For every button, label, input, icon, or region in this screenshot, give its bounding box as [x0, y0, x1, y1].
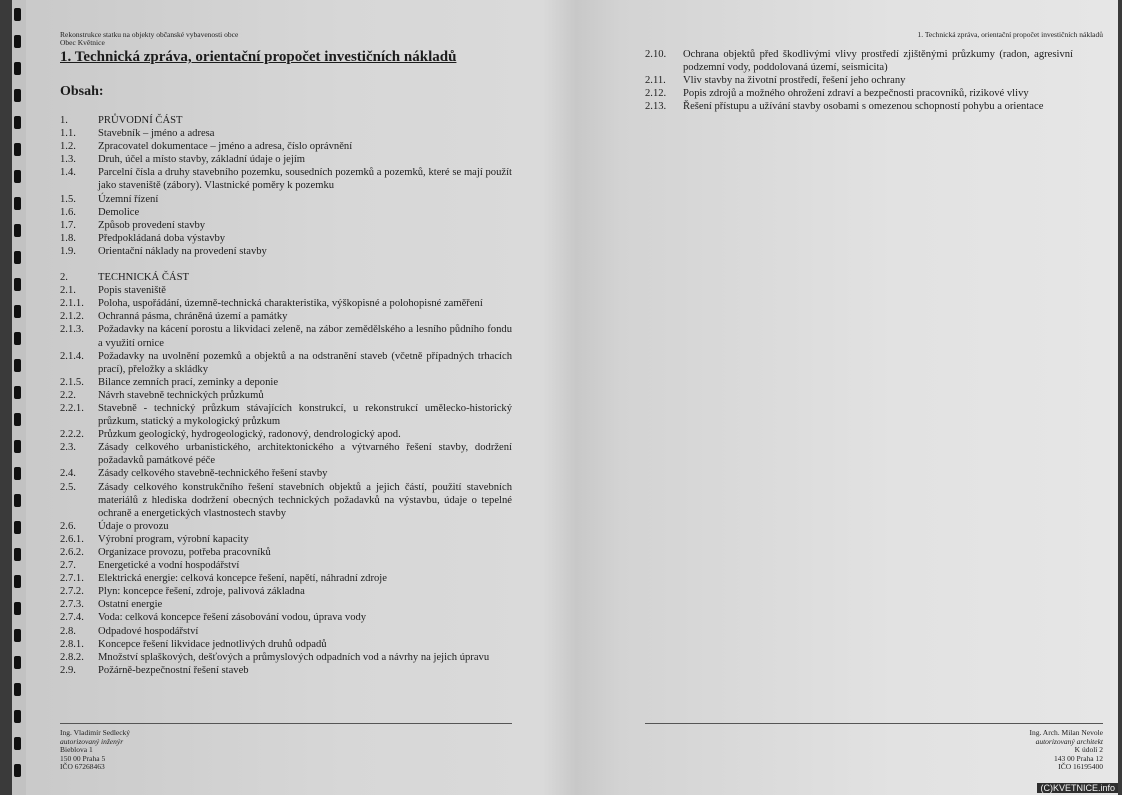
- toc-text: Plyn: koncepce řešení, zdroje, palivová základna: [98, 586, 305, 598]
- toc-entry: [60, 664, 512, 677]
- right-page: [645, 0, 1103, 795]
- toc-entry: [60, 611, 512, 624]
- toc-number: 2.7.4.: [60, 612, 84, 624]
- footer-role: autorizovaný architekt: [1035, 736, 1103, 746]
- table-of-contents-left: [60, 114, 512, 677]
- toc-number: 1.2.: [60, 141, 76, 153]
- binding-hole: [14, 359, 21, 372]
- toc-text: Ostatní energie: [98, 599, 163, 611]
- document-spread: [12, 0, 1118, 795]
- toc-number: 2.1.: [60, 285, 76, 297]
- toc-text: Parcelní čísla a druhy stavebního pozemku, sousedních pozemků a pozemků, které se mají použít jako staveniště (zábory). Vlastnické poměry k pozemku: [98, 167, 512, 192]
- binding-hole: [14, 548, 21, 561]
- toc-number: 2.5.: [60, 481, 76, 493]
- toc-number: 2.1.5.: [60, 376, 84, 388]
- left-page: [60, 0, 512, 795]
- toc-text: Popis zdrojů a možného ohrožení zdraví a bezpečnosti pracovníků, rizikové vlivy: [683, 88, 1029, 100]
- toc-entry: [60, 310, 512, 323]
- binding-hole: [14, 602, 21, 615]
- binding-hole: [14, 629, 21, 642]
- toc-entry: [645, 100, 1073, 113]
- toc-text: Poloha, uspořádání, územně-technická charakteristika, výškopisné a polohopisné zaměření: [98, 298, 483, 310]
- toc-number: 1.8.: [60, 232, 76, 244]
- binding-hole: [14, 224, 21, 237]
- toc-entry: [60, 140, 512, 153]
- toc-number: 2.12.: [645, 88, 667, 100]
- toc-number: 2.7.1.: [60, 573, 84, 585]
- toc-entry: [60, 297, 512, 310]
- toc-text: Průzkum geologický, hydrogeologický, radonový, dendrologický apod.: [98, 429, 401, 441]
- binding-hole: [14, 683, 21, 696]
- footer-street: K údolí 2: [1074, 745, 1103, 755]
- toc-number: 1.4.: [60, 167, 76, 179]
- toc-section-heading: [60, 271, 512, 284]
- binding-hole: [14, 197, 21, 210]
- toc-text: Ochrana objektů před škodlivými vlivy prostředí zjištěnými průzkumy (radon, agresivní podzemní vody, poddolovaná území, seismicita): [683, 49, 1073, 74]
- toc-number: 1.3.: [60, 154, 76, 166]
- toc-entry: [60, 625, 512, 638]
- binding-hole: [14, 332, 21, 345]
- toc-number: 1.5.: [60, 193, 76, 205]
- left-header-line: Obec Květnice: [60, 38, 105, 47]
- document-title: 1. Technická zpráva, orientační propočet investičních nákladů: [60, 49, 457, 65]
- toc-text: Zásady celkového urbanistického, architektonického a výtvarného řešení stavby, dodržení požadavků památkové péče: [98, 442, 512, 467]
- footer-city: 143 00 Praha 12: [1054, 753, 1103, 763]
- binding-hole: [14, 170, 21, 183]
- toc-entry: [60, 389, 512, 402]
- toc-entry: [60, 402, 512, 428]
- toc-text: Popis staveniště: [98, 285, 166, 297]
- toc-entry: [60, 284, 512, 297]
- toc-entry: [60, 245, 512, 258]
- toc-text: Odpadové hospodářství: [98, 625, 199, 637]
- toc-number: 1.7.: [60, 219, 76, 231]
- binding-hole: [14, 521, 21, 534]
- toc-text: Způsob provedení stavby: [98, 219, 206, 231]
- toc-text: Elektrická energie: celková koncepce řešení, napětí, náhradní zdroje: [98, 573, 387, 585]
- toc-number: 2.1.3.: [60, 324, 84, 336]
- toc-number: 2.6.: [60, 520, 76, 532]
- toc-text: Stavebník – jméno a adresa: [98, 128, 215, 140]
- toc-number: 2.1.1.: [60, 298, 84, 310]
- footer-ico: IČO 16195400: [1058, 762, 1103, 772]
- toc-entry: [60, 193, 512, 206]
- binding-hole: [14, 764, 21, 777]
- toc-entry: [60, 219, 512, 232]
- toc-entry: [60, 166, 512, 192]
- toc-number: 1.6.: [60, 206, 76, 218]
- toc-entry: [60, 232, 512, 245]
- toc-entry: [645, 87, 1073, 100]
- toc-entry: [60, 481, 512, 520]
- binding-hole: [14, 575, 21, 588]
- toc-number: 2.13.: [645, 101, 667, 113]
- footer-city: 150 00 Praha 5: [60, 753, 106, 763]
- binding-hole: [14, 656, 21, 669]
- toc-number: 2.6.2.: [60, 547, 84, 558]
- toc-text: Ochranná pásma, chráněná území a památky: [98, 311, 288, 323]
- comb-binding: [12, 0, 26, 795]
- toc-number: 2.2.2.: [60, 429, 84, 441]
- toc-entry: [60, 153, 512, 166]
- binding-hole: [14, 62, 21, 75]
- toc-number: 2.8.: [60, 625, 76, 637]
- toc-entry: [60, 428, 512, 441]
- toc-text: Územní řízení: [98, 193, 159, 205]
- toc-text: Zpracovatel dokumentace – jméno a adresa, číslo oprávnění: [98, 141, 353, 153]
- toc-text: Zásady celkového konstrukčního řešení stavebních objektů a jejich částí, použití stavebních materiálů z hlediska dodržení obecných technických požadavků na výstavbu, údaje o tepelné ochraně a energetických vlastnostech stavby: [98, 481, 512, 519]
- footer-ico: IČO 67268463: [60, 762, 105, 772]
- binding-hole: [14, 89, 21, 102]
- toc-entry: [60, 350, 512, 376]
- toc-text: Řešení přístupu a užívání stavby osobami s omezenou schopností pohybu a orientace: [683, 101, 1044, 113]
- binding-hole: [14, 737, 21, 750]
- toc-entry: [60, 467, 512, 480]
- watermark: (C)KVETNICE.info: [1037, 783, 1118, 793]
- toc-number: 2.: [60, 272, 68, 284]
- toc-number: 2.7.: [60, 560, 76, 572]
- toc-number: 1.: [60, 115, 68, 126]
- toc-entry: [60, 441, 512, 467]
- toc-number: 2.3.: [60, 442, 76, 454]
- toc-entry: [60, 651, 512, 664]
- toc-text: Výrobní program, výrobní kapacity: [98, 533, 249, 545]
- binding-hole: [14, 8, 21, 21]
- binding-hole: [14, 413, 21, 426]
- footer-name: Ing. Arch. Milan Nevole: [1029, 728, 1103, 737]
- binding-hole: [14, 278, 21, 291]
- left-header-line: Rekonstrukce statku na objekty občanské vybavenosti obce: [60, 30, 239, 39]
- right-header: 1. Technická zpráva, orientační propočet investičních nákladů: [917, 30, 1103, 39]
- left-footer: [60, 729, 130, 772]
- toc-text: Koncepce řešení likvidace jednotlivých druhů odpadů: [98, 638, 327, 650]
- toc-number: 2.2.: [60, 389, 76, 401]
- toc-text: Druh, účel a místo stavby, základní údaje o jejím: [98, 154, 306, 166]
- toc-entry: [60, 206, 512, 219]
- toc-number: 2.7.3.: [60, 599, 84, 611]
- footer-role: autorizovaný inženýr: [60, 736, 124, 746]
- toc-text: Návrh stavebně technických průzkumů: [98, 389, 264, 401]
- toc-entry: [60, 638, 512, 651]
- toc-text: Energetické a vodní hospodářství: [98, 560, 240, 572]
- footer-street: Bieblova 1: [60, 745, 93, 755]
- toc-text: Orientační náklady na provedení stavby: [98, 245, 267, 257]
- toc-number: 2.8.1.: [60, 638, 84, 650]
- toc-entry: [60, 533, 512, 546]
- toc-number: 2.2.1.: [60, 402, 84, 414]
- footer-divider: [645, 723, 1103, 724]
- toc-number: 2.8.2.: [60, 651, 84, 663]
- toc-text: Stavebně - technický průzkum stávajících konstrukcí, u rekonstrukcí umělecko-historický průzkum, statický a mykologický průzkum: [98, 402, 512, 428]
- toc-entry: [60, 323, 512, 349]
- toc-entry: [60, 559, 512, 572]
- toc-text: Údaje o provozu: [98, 520, 169, 532]
- toc-entry: [60, 546, 512, 559]
- toc-text: Zásady celkového stavebně-technického řešení stavby: [98, 468, 328, 480]
- toc-text: Množství splaškových, dešťových a průmyslových odpadních vod a návrhy na jejich úpravu: [98, 651, 490, 663]
- toc-spacer: [60, 258, 512, 271]
- toc-entry: [645, 48, 1073, 74]
- binding-hole: [14, 305, 21, 318]
- toc-section-heading: [60, 114, 512, 127]
- toc-text: TECHNICKÁ ČÁST: [98, 272, 189, 284]
- toc-entry: [60, 585, 512, 598]
- binding-hole: [14, 116, 21, 129]
- toc-text: Demolice: [98, 206, 140, 218]
- toc-number: 1.1.: [60, 128, 76, 140]
- toc-number: 2.10.: [645, 49, 667, 60]
- toc-text: Bilance zemních prací, zeminky a deponie: [98, 376, 279, 388]
- toc-text: Požadavky na uvolnění pozemků a objektů a na odstranění staveb (včetně případných trhacích prací), přeložky a skládky: [98, 350, 512, 375]
- toc-entry: [60, 520, 512, 533]
- toc-number: 2.1.2.: [60, 311, 84, 323]
- table-of-contents-right: [645, 48, 1073, 113]
- binding-hole: [14, 143, 21, 156]
- toc-number: 2.4.: [60, 468, 76, 480]
- toc-text: Požárně-bezpečnostní řešení staveb: [98, 664, 249, 676]
- toc-number: 2.11.: [645, 75, 666, 87]
- binding-hole: [14, 35, 21, 48]
- toc-number: 2.6.1.: [60, 533, 84, 545]
- binding-hole: [14, 251, 21, 264]
- toc-entry: [60, 598, 512, 611]
- contents-heading: Obsah:: [60, 84, 104, 99]
- footer-divider: [60, 723, 512, 724]
- binding-hole: [14, 467, 21, 480]
- toc-entry: [60, 572, 512, 585]
- right-footer: [1029, 729, 1103, 772]
- binding-hole: [14, 386, 21, 399]
- toc-number: 2.7.2.: [60, 586, 84, 598]
- toc-number: 2.1.4.: [60, 350, 84, 362]
- toc-number: 1.9.: [60, 245, 76, 257]
- toc-text: PRŮVODNÍ ČÁST: [98, 115, 183, 126]
- toc-entry: [645, 74, 1073, 87]
- toc-number: 2.9.: [60, 664, 76, 676]
- binding-hole: [14, 440, 21, 453]
- binding-hole: [14, 494, 21, 507]
- toc-text: Vliv stavby na životní prostředí, řešení jeho ochrany: [683, 75, 906, 87]
- toc-entry: [60, 127, 512, 140]
- left-header: [60, 31, 238, 47]
- footer-name: Ing. Vladimír Sedlecký: [60, 728, 131, 737]
- toc-text: Voda: celková koncepce řešení zásobování vodou, úprava vody: [98, 612, 367, 624]
- toc-text: Organizace provozu, potřeba pracovníků: [98, 547, 271, 558]
- toc-text: Předpokládaná doba výstavby: [98, 232, 226, 244]
- toc-entry: [60, 376, 512, 389]
- toc-text: Požadavky na kácení porostu a likvidaci zeleně, na zábor zemědělského a lesního půdního fondu a využití ornice: [98, 324, 512, 349]
- binding-hole: [14, 710, 21, 723]
